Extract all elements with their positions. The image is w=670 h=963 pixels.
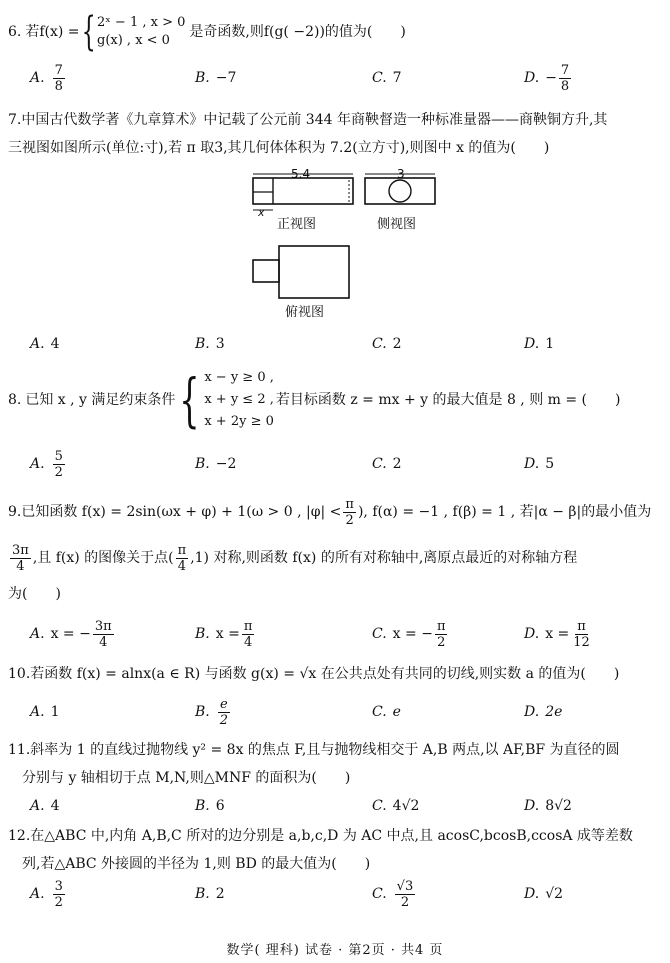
numerator: 3π [12, 542, 29, 558]
numerator: π [243, 618, 253, 634]
option-sign: − [545, 70, 557, 86]
option-c[interactable] [372, 876, 417, 912]
numerator: π [177, 542, 187, 558]
question-11 [8, 740, 660, 788]
constraint-line: x + 2y ≥ 0 [204, 414, 274, 429]
option-c[interactable] [372, 60, 402, 96]
option-label: A. [30, 456, 45, 472]
question-text: 中国古代数学著《九章算术》中记载了公元前 344 年商鞅督造一种标准量器——商鞅铜方升,其 [21, 112, 608, 128]
fraction [53, 63, 65, 94]
option-label: B. [195, 456, 210, 472]
question-6 [8, 9, 660, 55]
option-value: x = [545, 626, 570, 642]
options-11 [30, 788, 660, 824]
option-d[interactable] [524, 694, 562, 730]
fraction [218, 697, 230, 728]
piecewise-cases [97, 14, 185, 50]
numerator: π [436, 618, 446, 634]
option-label: B. [195, 704, 210, 720]
fraction [10, 543, 31, 574]
three-view-figure [245, 166, 445, 322]
numerator: 7 [560, 62, 570, 78]
fraction [395, 879, 416, 910]
option-label: A. [30, 886, 45, 902]
options-8 [30, 446, 660, 482]
denominator: 12 [573, 634, 590, 650]
denominator: 2 [54, 464, 63, 480]
options-12 [30, 876, 660, 912]
option-label: A. [30, 70, 45, 86]
option-label: A. [30, 336, 45, 352]
question-text: 分别与 y 轴相切于点 M,N,则△MNF 的面积为( ) [22, 770, 351, 786]
option-d[interactable] [524, 60, 573, 96]
constraint-line: x + y ≤ 2 , [204, 392, 274, 407]
denominator: 8 [54, 78, 63, 94]
question-text: 列,若△ABC 外接圆的半径为 1,则 BD 的最大值为( ) [22, 856, 371, 872]
question-text: 为( ) [8, 586, 61, 602]
option-label: B. [195, 336, 210, 352]
numerator: √3 [396, 878, 414, 894]
options-7 [30, 326, 660, 362]
constraint-line: x − y ≥ 0 , [204, 370, 274, 385]
constraint-cases [204, 367, 274, 433]
option-a[interactable] [30, 788, 59, 824]
case-line: g(x) , x < 0 [97, 33, 170, 48]
option-value: 2e [545, 704, 563, 720]
fraction [53, 879, 65, 910]
option-label: D. [524, 798, 540, 814]
option-value: 7 [392, 70, 402, 86]
numerator: 5 [54, 448, 63, 464]
option-c[interactable] [372, 446, 402, 482]
side-view [365, 167, 435, 204]
denominator: 2 [54, 894, 63, 910]
option-d[interactable] [524, 788, 572, 824]
option-value: x = − [50, 626, 91, 642]
option-label: A. [30, 798, 45, 814]
option-label: D. [524, 704, 540, 720]
option-value: 4 [50, 798, 60, 814]
denominator: 4 [16, 558, 25, 574]
fraction [93, 619, 114, 650]
option-value: 5 [545, 456, 555, 472]
question-text: 若目标函数 z = mx + y 的最大值是 8 , 则 m = ( ) [275, 392, 621, 408]
option-value: 2 [215, 886, 225, 902]
option-value: 1 [50, 704, 60, 720]
top-caption: 俯视图 [285, 305, 325, 320]
option-d[interactable] [524, 616, 594, 652]
side-caption: 侧视图 [377, 217, 417, 232]
top-view [253, 246, 349, 298]
question-number: 10. [8, 666, 31, 682]
option-value: 3 [215, 336, 225, 352]
question-number: 8. [8, 392, 22, 408]
question-text: 若函数 f(x) = alnx(a ∈ R) 与函数 g(x) = √x 在公共点处有共同的切线,则实数 a 的值为( ) [30, 666, 620, 682]
denominator: 8 [560, 78, 570, 94]
question-text: ), f(α) = −1 , f(β) = 1 , 若|α − β|的最小值为 [357, 504, 652, 520]
option-value: −7 [215, 70, 237, 86]
option-d[interactable] [524, 446, 554, 482]
denominator: 2 [400, 894, 410, 910]
option-value: 2 [392, 336, 402, 352]
side-dim-label: 3 [397, 167, 405, 181]
option-label: C. [372, 456, 387, 472]
fraction [571, 619, 592, 650]
option-label: C. [372, 70, 387, 86]
fraction [176, 543, 189, 574]
question-text: 已知函数 f(x) = 2sin(ωx + φ) + 1(ω > 0 , |φ| < [21, 504, 342, 520]
options-6 [30, 60, 660, 96]
numerator: 3 [54, 878, 63, 894]
options-9 [30, 616, 660, 652]
question-text: 在△ABC 中,内角 A,B,C 所对的边分别是 a,b,c,D 为 AC 中点,且 acosC,bcosB,ccosA 成等差数 [30, 828, 633, 844]
fraction [435, 619, 448, 650]
denominator: 2 [437, 634, 446, 650]
option-label: D. [524, 886, 540, 902]
option-a[interactable] [30, 694, 59, 730]
option-value: 4√2 [392, 798, 420, 814]
option-label: D. [524, 70, 540, 86]
question-text: 三视图如图所示(单位:寸),若 π 取3,其几何体体积为 7.2(立方寸),则图中 x 的值为( ) [8, 140, 550, 156]
numerator: 7 [54, 62, 63, 78]
numerator: e [220, 696, 228, 712]
option-d[interactable] [524, 876, 563, 912]
option-value: x = [215, 626, 240, 642]
option-a[interactable] [30, 876, 67, 912]
option-label: C. [372, 626, 387, 642]
option-label: B. [195, 886, 210, 902]
option-b[interactable] [195, 788, 225, 824]
option-value: 2 [392, 456, 402, 472]
page-footer: 数学( 理科) 试卷 · 第2页 · 共4 页 [226, 943, 444, 958]
option-label: C. [372, 336, 387, 352]
option-d[interactable] [524, 326, 554, 362]
question-12 [8, 826, 660, 874]
question-7 [8, 110, 660, 158]
front-view [253, 167, 353, 219]
question-text: 斜率为 1 的直线过抛物线 y² = 8x 的焦点 F,且与抛物线相交于 A,B 两点,以 AF,BF 为直径的圆 [30, 742, 620, 758]
question-9 [8, 494, 660, 604]
option-label: A. [30, 626, 45, 642]
numerator: π [577, 618, 586, 634]
question-text: ,且 f(x) 的图像关于点( [32, 550, 174, 566]
options-10 [30, 694, 660, 730]
denominator: 2 [219, 712, 229, 728]
question-text: 若f(x) = [25, 24, 80, 40]
option-a[interactable] [30, 60, 67, 96]
option-label: D. [524, 336, 540, 352]
option-c[interactable] [372, 326, 402, 362]
option-value: 6 [215, 798, 225, 814]
question-text: ,1) 对称,则函数 f(x) 的所有对称轴中,离原点最近的对称轴方程 [190, 550, 578, 566]
question-number: 6. [8, 24, 22, 40]
fraction [343, 497, 356, 528]
option-value: 4 [50, 336, 60, 352]
denominator: 4 [99, 634, 108, 650]
brace: { [179, 366, 201, 434]
fraction [559, 63, 571, 94]
option-a[interactable] [30, 616, 116, 652]
option-label: D. [524, 626, 540, 642]
option-a[interactable] [30, 446, 67, 482]
option-b[interactable] [195, 694, 232, 730]
case-line: 2ˣ − 1 , x > 0 [97, 15, 186, 30]
numerator: 3π [94, 618, 112, 634]
question-number: 7. [8, 112, 22, 128]
brace: { [81, 9, 96, 55]
option-label: C. [372, 798, 387, 814]
option-c[interactable] [372, 788, 419, 824]
question-text: 是奇函数,则f(g( −2))的值为( ) [189, 24, 406, 40]
question-10 [8, 664, 660, 684]
option-label: D. [524, 456, 540, 472]
option-b[interactable] [195, 876, 225, 912]
option-b[interactable] [195, 326, 225, 362]
option-b[interactable] [195, 616, 256, 652]
denominator: 2 [345, 512, 354, 528]
option-c[interactable] [372, 616, 449, 652]
option-label: C. [372, 704, 387, 720]
question-number: 12. [8, 828, 31, 844]
option-value: e [392, 704, 401, 720]
option-label: B. [195, 626, 210, 642]
option-label: C. [372, 886, 387, 902]
option-label: B. [195, 70, 210, 86]
question-number: 11. [8, 742, 31, 758]
option-value: 8√2 [545, 798, 572, 814]
option-value: 1 [545, 336, 555, 352]
option-a[interactable] [30, 326, 59, 362]
denominator: 4 [243, 634, 253, 650]
front-caption: 正视图 [277, 217, 317, 232]
option-value: −2 [215, 456, 237, 472]
option-label: B. [195, 798, 210, 814]
option-b[interactable] [195, 446, 236, 482]
option-value: √2 [545, 886, 564, 902]
fraction [53, 449, 65, 480]
question-8 [8, 368, 660, 432]
option-b[interactable] [195, 60, 236, 96]
front-dim-label: 5.4 [291, 167, 311, 181]
option-c[interactable] [372, 694, 401, 730]
denominator: 4 [177, 558, 187, 574]
question-number: 9. [8, 504, 22, 520]
numerator: π [345, 496, 354, 512]
option-value: x = − [392, 626, 433, 642]
option-label: A. [30, 704, 45, 720]
x-dim-label: x [258, 206, 265, 219]
question-text: 已知 x , y 满足约束条件 [25, 392, 176, 408]
fraction [242, 619, 255, 650]
